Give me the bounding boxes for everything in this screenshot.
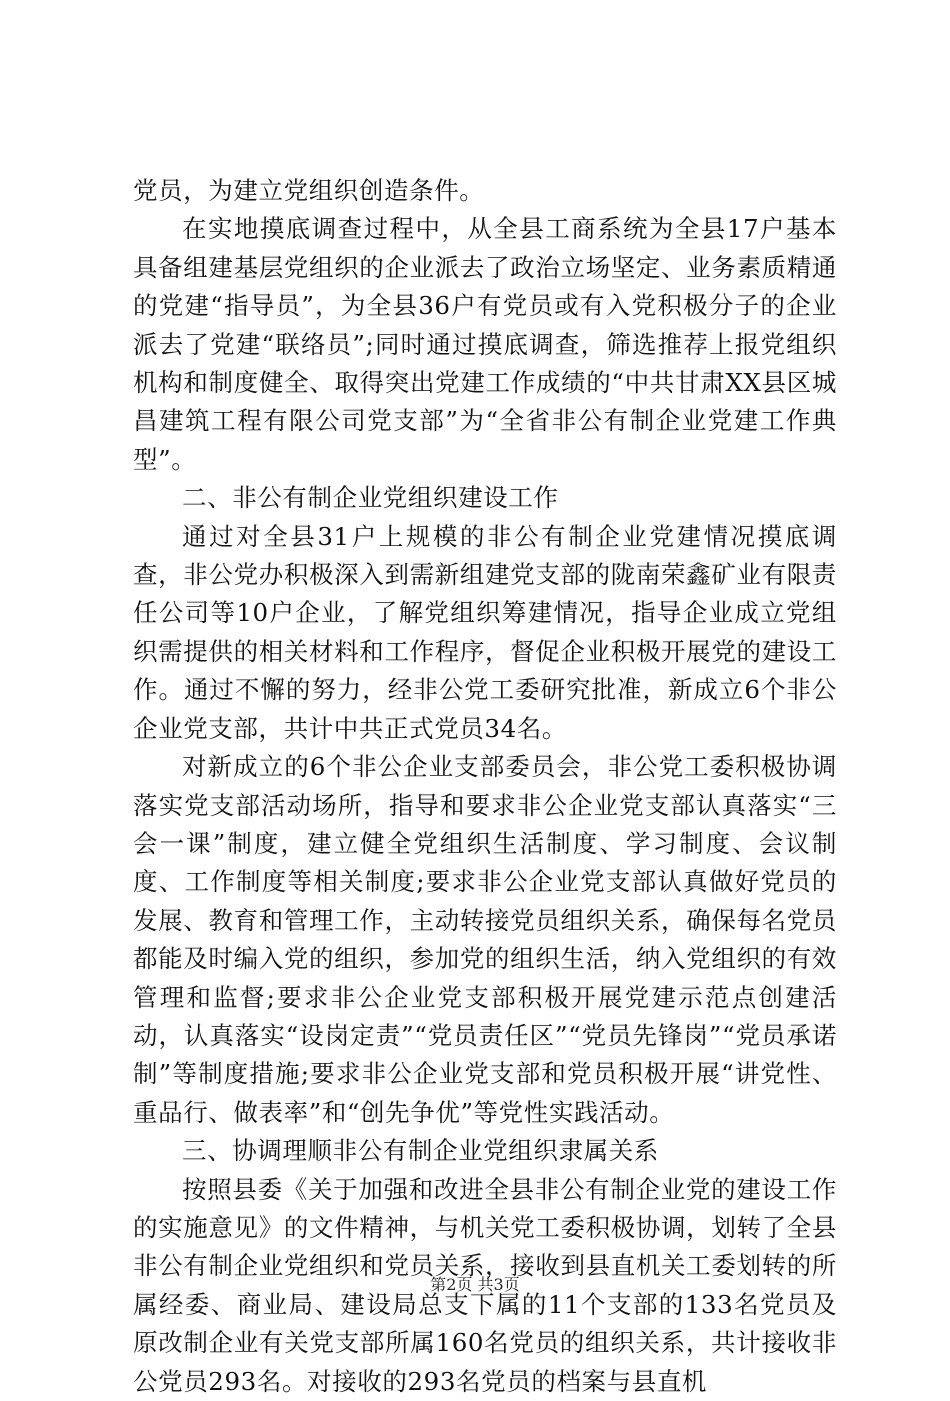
- section-heading-3: 三、协调理顺非公有制企业党组织隶属关系: [182, 1136, 659, 1166]
- paragraph-branch-requirements: 对新成立的6个非公企业支部委员会，非公党工委积极协调落实党支部活动场所，指导和要求非公企业党支部认真落实“三会一课”制度，建立健全党组织生活制度、学习制度、会议制度、工作制度等相关制度;要求非公企业党支部认真做好党员的发展、教育和管理工作，主动转接党员组织关系，确保每名党员都能及时编入党的组织，参加党的组织生活，纳入党组织的有效管理和监督;要求非公企业党支部积极开展党建示范点创建活动，认真落实“设岗定责”“党员责任区”“党员先锋岗”“党员承诺制”等制度措施;要求非公企业党支部和党员积极开展“讲党性、重品行、做表率”和“创先争优”等党性实践活动。: [133, 752, 837, 1127]
- paragraph-continuation: 党员，为建立党组织创造条件。: [133, 176, 485, 205]
- section-heading-2: 二、非公有制企业党组织建设工作: [182, 483, 559, 513]
- page-number-footer: 第2页 共3页: [430, 1275, 520, 1294]
- paragraph-affiliation-transfer: 按照县委《关于加强和改进全县非公有制企业党的建设工作的实施意见》的文件精神，与机关党工委积极协调，划转了全县非公有制企业党组织和党员关系，接收到县直机关工委划转的所属经委、商业局、建设局总支下属的11个支部的133名党员及原改制企业有关党支部所属160名党员的组织关系，共计接收非公党员293名。对接收的293名党员的档案与县直机: [133, 1174, 837, 1396]
- document-body: [133, 172, 837, 1401]
- paragraph-organization-building: 通过对全县31户上规模的非公有制企业党建情况摸底调查，非公党办积极深入到需新组建党支部的陇南荣鑫矿业有限责任公司等10户企业，了解党组织筹建情况，指导企业成立党组织需提供的相关材料和工作程序，督促企业积极开展党的建设工作。通过不懈的努力，经非公党工委研究批准，新成立6个非公企业党支部，共计中共正式党员34名。: [133, 521, 837, 743]
- paragraph-survey: 在实地摸底调查过程中，从全县工商系统为全县17户基本具备组建基层党组织的企业派去了政治立场坚定、业务素质精通的党建“指导员”，为全县36户有党员或有入党积极分子的企业派去了党建“联络员”;同时通过摸底调查，筛选推荐上报党组织机构和制度健全、取得突出党建工作成绩的“中共甘肃XX县区城昌建筑工程有限公司党支部”为“全省非公有制企业党建工作典型”。: [133, 214, 837, 474]
